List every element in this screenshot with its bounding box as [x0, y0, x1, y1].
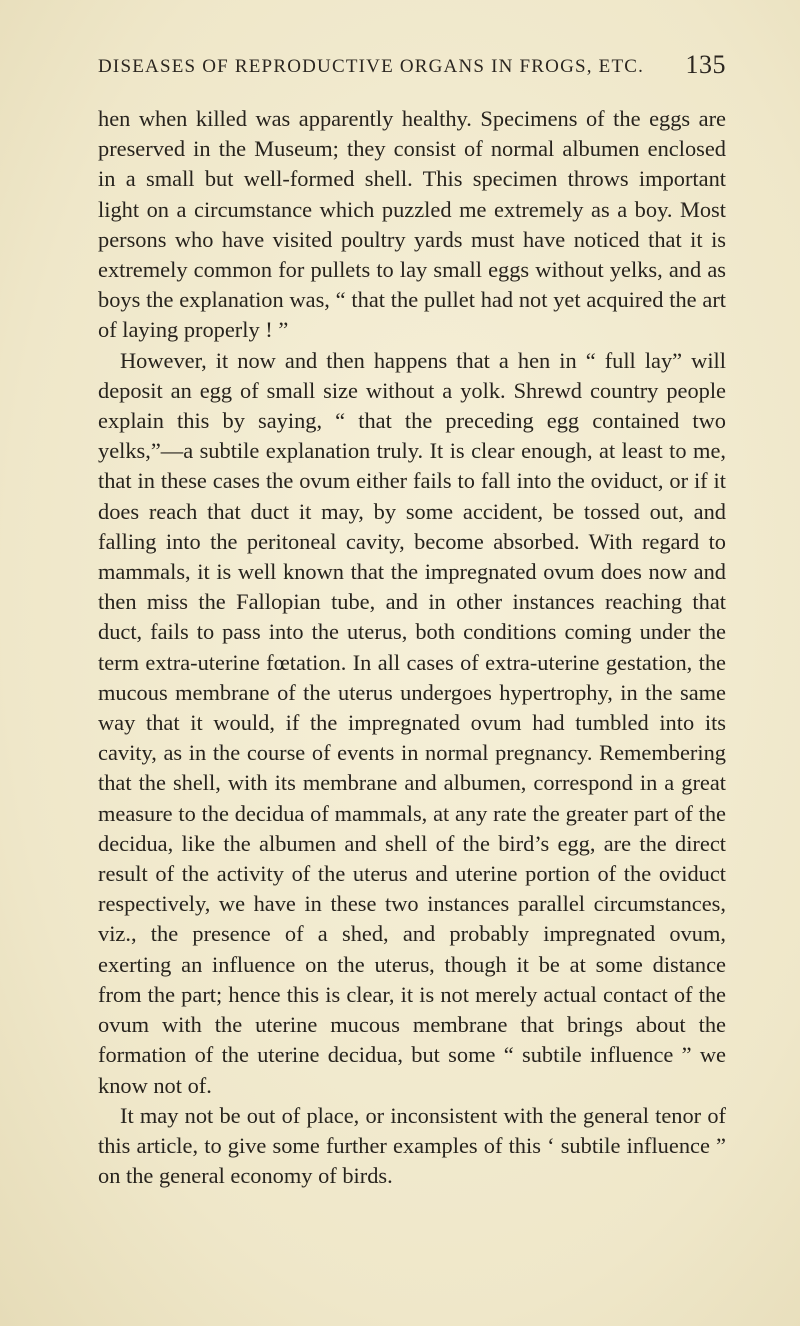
paragraph-full-lay: However, it now and then happens that a hen in “ full lay” will deposit an egg of small size without a yolk. Shrewd country people explain this by saying, “ that the preceding egg contained two yelks,”—a subtile explanation truly. It is clear enough, at least to me, that in these cases the ovum either fails to fall into the oviduct, or if it does reach that duct it may, by some accident, be tossed out, and falling into the peritoneal cavity, become absorbed. With regard to mammals, it is well known that the impregnated ovum does now and then miss the Fallopian tube, and in other instances reaching that duct, fails to pass into the uterus, both conditions coming under the term extra-uterine fœtation. In all cases of extra-uterine gestation, the mucous membrane of the uterus undergoes hypertrophy, in the same way that it would, if the impregnated ovum had tumbled into its cavity, as in the course of events in normal pregnancy. Remembering that the shell, with its membrane and albumen, correspond in a great measure to the decidua of mammals, at any rate the greater part of the decidua, like the albumen and shell of the bird’s egg, are the direct result of the activity of the uterus and uterine portion of the oviduct respectively, we have in these two instances parallel circumstances, viz., the presence of a shed, and probably impregnated ovum, exerting an influence on the uterus, though it be at some distance from the part; hence this is clear, it is not merely actual contact of the ovum with the uterine mucous membrane that brings about the formation of the uterine decidua, but some “ subtile influence ” we know not of.: [98, 347, 726, 1098]
page-header: [98, 50, 726, 90]
paragraph-further-examples: It may not be out of place, or inconsistent with the general tenor of this article, to give some further examples of this ‘ subtile influence ” on the general economy of birds.: [98, 1102, 726, 1189]
body-text: [98, 104, 726, 1191]
page-number: 135: [685, 50, 726, 79]
paragraph-continued: hen when killed was apparently healthy. Specimens of the eggs are preserved in the Museum; they consist of normal albumen enclosed in a small but well-formed shell. This specimen throws important light on a circumstance which puzzled me extremely as a boy. Most persons who have visited poultry yards must have noticed that it is extremely common for pullets to lay small eggs without yelks, and as boys the explanation was, “ that the pullet had not yet acquired the art of laying properly ! ”: [98, 106, 726, 343]
running-head: DISEASES OF REPRODUCTIVE ORGANS IN FROGS, ETC.: [98, 56, 645, 77]
